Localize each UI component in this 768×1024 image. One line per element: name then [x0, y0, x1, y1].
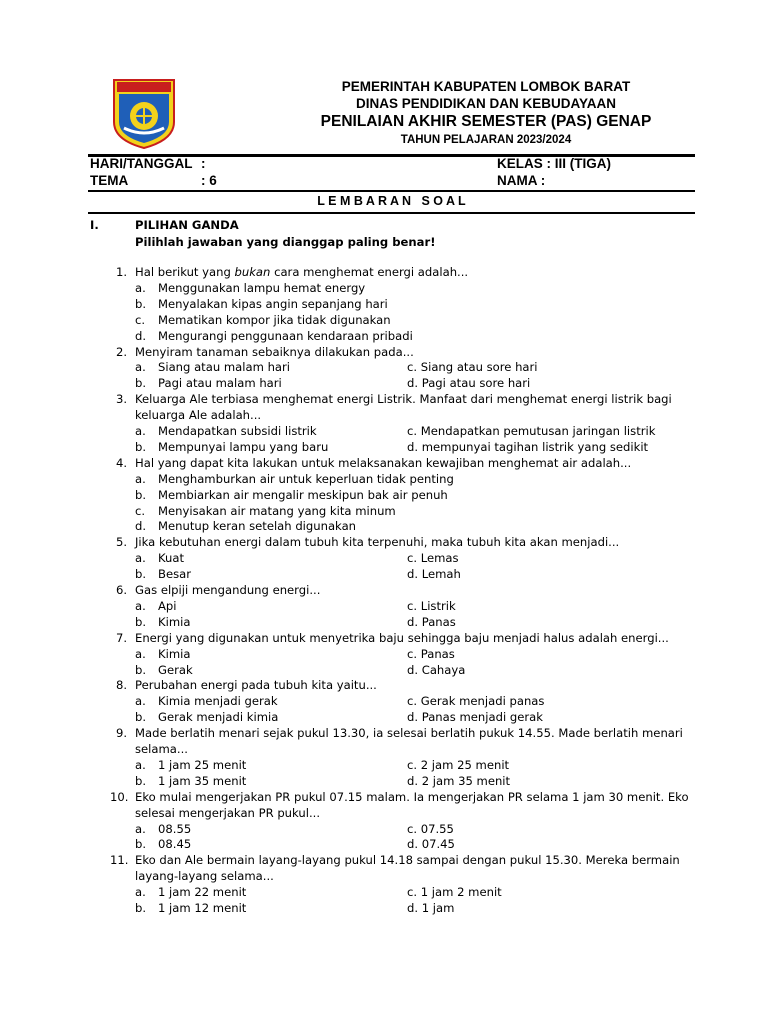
option-letter: a. — [135, 885, 146, 900]
question-text: Eko dan Ale bermain layang-layang pukul 14.18 sampai dengan pukul 15.30. Mereka bermain — [135, 853, 680, 868]
answer-option: Menggunakan lampu hemat energy — [158, 280, 366, 295]
question-number: 2. — [116, 344, 128, 359]
option-letter: c. — [135, 312, 146, 327]
section-number: I. — [90, 218, 99, 232]
answer-option: Gerak — [158, 662, 193, 677]
answer-option: Menyisakan air matang yang kita minum — [158, 503, 396, 518]
question-text: Eko mulai mengerjakan PR pukul 07.15 malam. Ia mengerjakan PR selama 1 jam 30 menit. Eko — [135, 789, 689, 804]
answer-option: Menyalakan kipas angin sepanjang hari — [158, 296, 388, 311]
question-text: selama... — [135, 742, 188, 756]
answer-option: Kimia — [158, 614, 191, 629]
answer-option: 1 jam 35 menit — [158, 773, 247, 788]
answer-option: c. Gerak menjadi panas — [407, 694, 545, 709]
option-letter: a. — [135, 694, 146, 709]
answer-option: Menghamburkan air untuk keperluan tidak penting — [158, 471, 454, 486]
answer-option: c. Panas — [407, 646, 455, 661]
section-instruction: Pilihlah jawaban yang dianggap paling benar! — [135, 235, 436, 249]
question-text: Gas elpiji mengandung energi... — [135, 583, 321, 597]
answer-option: Kuat — [158, 551, 185, 566]
answer-option: 1 jam 12 menit — [158, 901, 247, 915]
option-letter: b. — [135, 710, 147, 725]
option-letter: a. — [135, 646, 146, 661]
tema-value: : 6 — [201, 173, 217, 188]
header-line-1: PEMERINTAH KABUPATEN LOMBOK BARAT — [341, 79, 631, 94]
answer-option: d. Panas menjadi gerak — [407, 710, 543, 725]
question-text: selesai mengerjakan PR pukul... — [135, 805, 321, 820]
answer-option: d. Cahaya — [407, 662, 466, 677]
question-number: 1. — [116, 265, 128, 279]
answer-option: Siang atau malam hari — [158, 360, 291, 375]
answer-option: Mematikan kompor jika tidak digunakan — [158, 312, 391, 327]
option-letter: d. — [135, 328, 147, 343]
option-letter: b. — [135, 296, 147, 311]
question-number: 10. — [110, 789, 129, 804]
lombok-barat-logo — [112, 78, 176, 150]
question-text: Perubahan energi pada tubuh kita yaitu... — [135, 678, 377, 693]
option-letter: b. — [135, 487, 147, 502]
option-letter: a. — [135, 280, 146, 295]
answer-option: c. Mendapatkan pemutusan jaringan listrik — [407, 424, 656, 438]
question-number: 9. — [116, 726, 128, 741]
answer-option: d. 2 jam 35 menit — [407, 773, 511, 788]
option-letter: b. — [135, 376, 147, 391]
option-letter: a. — [135, 360, 146, 375]
kelas-info: KELAS : III (TIGA) — [497, 156, 611, 171]
answer-option: Mengurangi penggunaan kendaraan pribadi — [158, 328, 413, 343]
answer-option: d. 1 jam — [407, 901, 455, 915]
answer-option: Kimia menjadi gerak — [158, 694, 278, 709]
option-letter: d. — [135, 519, 147, 534]
answer-option: Mempunyai lampu yang baru — [158, 439, 329, 454]
question-text: Made berlatih menari sejak pukul 13.30, ia selesai berlatih pukuk 14.55. Made berlatih menari — [135, 726, 683, 741]
question-text: layang-layang selama... — [135, 869, 274, 884]
option-letter: b. — [135, 773, 147, 788]
answer-option: Gerak menjadi kimia — [158, 710, 279, 725]
option-letter: b. — [135, 439, 147, 454]
option-letter: b. — [135, 567, 147, 582]
question-number: 6. — [116, 583, 128, 597]
question-text: Menyiram tanaman sebaiknya dilakukan pada... — [135, 344, 414, 359]
question-text: Keluarga Ale terbiasa menghemat energi Listrik. Manfaat dari menghemat energi listrik bagi — [135, 392, 672, 407]
answer-option: Membiarkan air mengalir meskipun bak air penuh — [158, 487, 448, 502]
option-letter: a. — [135, 551, 146, 566]
question-text: Jika kebutuhan energi dalam tubuh kita terpenuhi, maka tubuh kita akan menjadi... — [135, 535, 620, 550]
divider-bottom — [88, 212, 695, 214]
option-letter: b. — [135, 901, 147, 915]
answer-option: d. Panas — [407, 614, 456, 629]
answer-option: Mendapatkan subsidi listrik — [158, 424, 317, 438]
nama-info: NAMA : — [497, 173, 546, 188]
question-number: 7. — [116, 630, 128, 645]
header-line-3: PENILAIAN AKHIR SEMESTER (PAS) GENAP — [320, 113, 652, 130]
answer-option: d. 07.45 — [407, 837, 455, 852]
answer-option: 08.55 — [158, 821, 192, 836]
question-text: Hal berikut yang bukan cara menghemat energi adalah... — [135, 265, 469, 279]
option-letter: b. — [135, 662, 147, 677]
question-number: 5. — [116, 535, 128, 550]
hari-value: : — [201, 156, 206, 171]
question-number: 3. — [116, 392, 128, 407]
answer-option: c. Listrik — [407, 598, 456, 613]
answer-option: d. mempunyai tagihan listrik yang sedikit — [407, 439, 649, 454]
answer-option: d. Pagi atau sore hari — [407, 376, 531, 391]
answer-option: Kimia — [158, 646, 191, 661]
question-text: Energi yang digunakan untuk menyetrika baju sehingga baju menjadi halus adalah energi... — [135, 630, 669, 645]
answer-option: c. 07.55 — [407, 821, 454, 836]
question-number: 11. — [110, 853, 129, 868]
option-letter: a. — [135, 821, 146, 836]
option-letter: b. — [135, 614, 147, 629]
header-line-2: DINAS PENDIDIKAN DAN KEBUDAYAAN — [355, 96, 617, 111]
tema-label: TEMA — [90, 173, 129, 188]
option-letter: a. — [135, 598, 146, 613]
answer-option: c. 1 jam 2 menit — [407, 885, 502, 900]
answer-option: Besar — [158, 567, 191, 582]
header-line-4: TAHUN PELAJARAN 2023/2024 — [400, 134, 572, 146]
answer-option: c. Siang atau sore hari — [407, 360, 538, 375]
option-letter: a. — [135, 424, 146, 438]
question-text: keluarga Ale adalah... — [135, 408, 262, 423]
answer-option: 1 jam 22 menit — [158, 885, 247, 900]
question-text: Hal yang dapat kita lakukan untuk melaksanakan kewajiban menghemat air adalah... — [135, 455, 632, 470]
section-title: PILIHAN GANDA — [135, 218, 239, 232]
question-number: 4. — [116, 455, 128, 470]
option-letter: b. — [135, 837, 147, 852]
sheet-title: L E M B A R A N S O A L — [317, 194, 466, 208]
option-letter: a. — [135, 757, 146, 772]
option-letter: c. — [135, 503, 146, 518]
divider-middle — [88, 190, 695, 192]
answer-option: 1 jam 25 menit — [158, 757, 247, 772]
answer-option: Pagi atau malam hari — [158, 376, 282, 391]
answer-option: Menutup keran setelah digunakan — [158, 519, 357, 534]
answer-option: d. Lemah — [407, 567, 461, 582]
answer-option: c. Lemas — [407, 551, 459, 566]
answer-option: 08.45 — [158, 837, 192, 852]
answer-option: c. 2 jam 25 menit — [407, 757, 510, 772]
option-letter: a. — [135, 471, 146, 486]
question-number: 8. — [116, 678, 128, 693]
hari-label: HARI/TANGGAL — [90, 156, 193, 171]
answer-option: Api — [158, 598, 177, 613]
